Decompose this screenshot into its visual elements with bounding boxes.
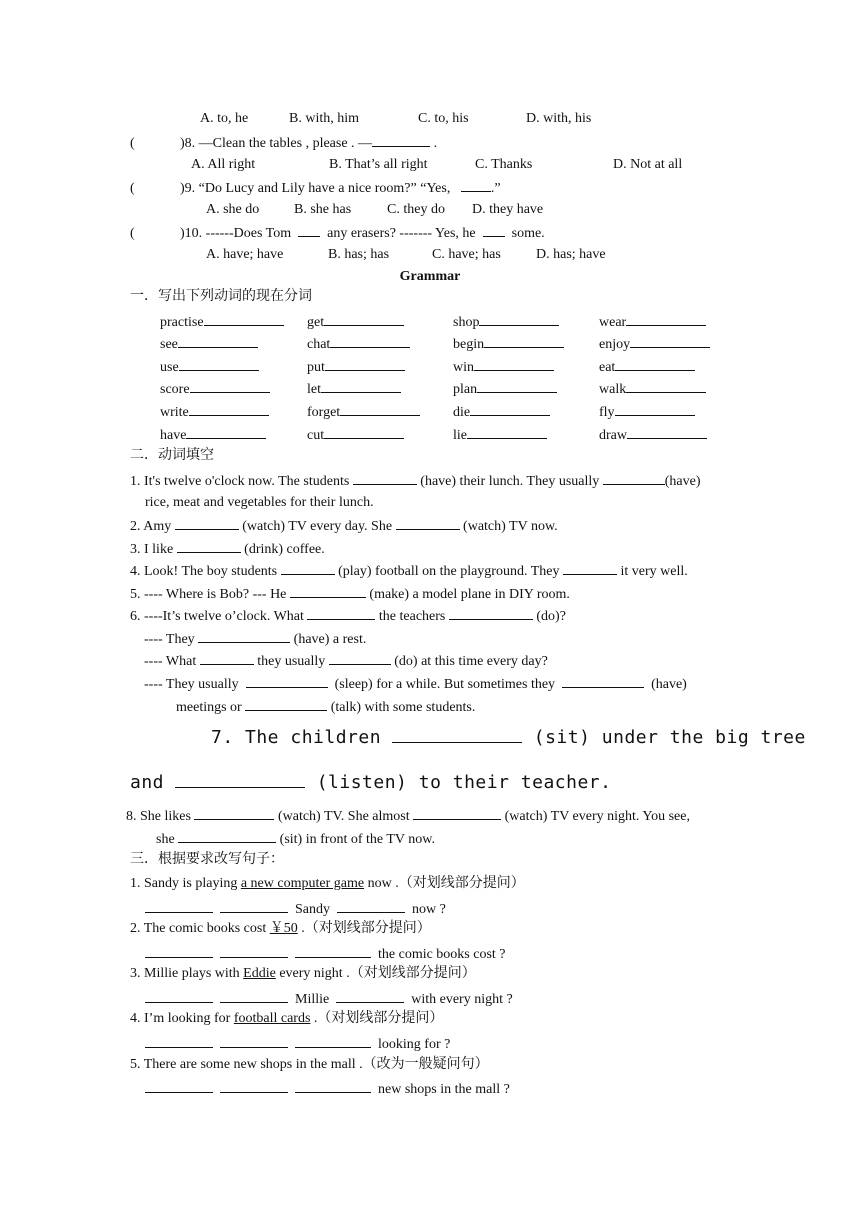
verb: draw <box>599 428 627 443</box>
answer-blank[interactable] <box>324 425 404 439</box>
answer-blank[interactable] <box>340 402 420 416</box>
s2-item-2: 2. Amy (watch) TV every day. She (watch) TV now. <box>130 516 558 536</box>
verb: practise <box>160 315 204 330</box>
answer-blank[interactable] <box>175 516 239 530</box>
option-c: C. have; has <box>432 247 501 262</box>
verb: put <box>307 360 325 375</box>
answer-blank[interactable] <box>204 312 284 326</box>
answer-blank[interactable] <box>177 539 241 553</box>
s3-item-1: 1. Sandy is playing a new computer game now .（对划线部分提问） <box>130 876 525 891</box>
answer-blank[interactable] <box>330 334 410 348</box>
verb: die <box>453 405 471 420</box>
s2-item-7: 7. The children (sit) under the big tree <box>211 727 806 748</box>
answer-blank[interactable] <box>145 1034 213 1048</box>
s3-item-4: 4. I’m looking for football cards .（对划线部分提问） <box>130 1011 444 1026</box>
s2-item-3: 3. I like (drink) coffee. <box>130 539 325 559</box>
verb: wear <box>599 315 627 330</box>
answer-blank[interactable] <box>189 402 269 416</box>
s3-answer-3: Millie with every night ? <box>145 989 513 1009</box>
answer-blank[interactable] <box>175 770 305 788</box>
answer-blank[interactable] <box>392 725 522 743</box>
option-a: A. to, he <box>200 111 249 126</box>
answer-blank[interactable] <box>220 944 288 958</box>
verb: lie <box>453 428 467 443</box>
underlined-phrase: football cards <box>233 1011 311 1026</box>
underlined-phrase: ￥50 <box>269 921 298 936</box>
verb: use <box>160 360 179 375</box>
answer-blank[interactable] <box>298 223 320 237</box>
answer-blank[interactable] <box>396 516 460 530</box>
answer-blank[interactable] <box>290 584 366 598</box>
s2-item-1: 1. It's twelve o'clock now. The students (have) their lunch. They usually (have) <box>130 471 701 491</box>
answer-blank[interactable] <box>220 899 288 913</box>
s2-item-5: 5. ---- Where is Bob? --- He (make) a model plane in DIY room. <box>130 584 570 604</box>
answer-blank[interactable] <box>470 402 550 416</box>
answer-blank[interactable] <box>220 989 288 1003</box>
verb: begin <box>453 337 485 352</box>
option-d: D. with, his <box>526 111 592 126</box>
question-10: ( )10. ------Does Tom any erasers? ------- Yes, he some. <box>130 223 545 243</box>
verb-row <box>160 312 760 332</box>
question-9: ( )9. “Do Lucy and Lily have a nice room?” “Yes, .” <box>130 178 501 198</box>
option-b: B. That’s all right <box>329 157 428 172</box>
verb: win <box>453 360 474 375</box>
verb: chat <box>307 337 331 352</box>
verb: let <box>307 382 321 397</box>
underlined-phrase: a new computer game <box>240 876 365 891</box>
answer-blank[interactable] <box>615 402 695 416</box>
verb-row <box>160 334 760 354</box>
answer-blank[interactable] <box>353 471 417 485</box>
verb-row <box>160 357 760 377</box>
option-b: B. with, him <box>289 111 360 126</box>
answer-blank[interactable] <box>178 334 258 348</box>
option-d: D. Not at all <box>613 157 683 172</box>
verb: write <box>160 405 189 420</box>
answer-blank[interactable] <box>200 651 254 665</box>
option-a: A. All right <box>191 157 256 172</box>
s3-answer-5: new shops in the mall ? <box>145 1079 510 1099</box>
answer-blank[interactable] <box>484 334 564 348</box>
option-c: C. to, his <box>418 111 469 126</box>
answer-blank[interactable] <box>321 379 401 393</box>
s2-item-6-line-5: meetings or (talk) with some students. <box>176 697 475 717</box>
answer-blank[interactable] <box>449 606 533 620</box>
answer-blank[interactable] <box>563 561 617 575</box>
s3-item-3: 3. Millie plays with Eddie every night .（对划线部分提问） <box>130 966 476 981</box>
option-d: D. has; have <box>536 247 606 262</box>
answer-blank[interactable] <box>474 357 554 371</box>
answer-blank[interactable] <box>626 312 706 326</box>
answer-blank[interactable] <box>626 379 706 393</box>
s3-answer-2: the comic books cost ? <box>145 944 506 964</box>
s2-item-7-cont: and (listen) to their teacher. <box>130 772 612 793</box>
question-8: ( )8. —Clean the tables , please . — . <box>130 133 437 153</box>
option-c: C. they do <box>387 202 445 217</box>
grammar-heading: Grammar <box>399 269 461 284</box>
underlined-phrase: Eddie <box>243 966 276 981</box>
answer-blank[interactable] <box>307 606 375 620</box>
verb: shop <box>453 315 480 330</box>
s2-item-6-line-4: ---- They usually (sleep) for a while. But sometimes they (have) <box>144 674 687 694</box>
answer-blank[interactable] <box>145 899 213 913</box>
answer-blank[interactable] <box>562 674 644 688</box>
verb: eat <box>599 360 616 375</box>
option-b: B. she has <box>294 202 352 217</box>
answer-blank[interactable] <box>483 223 505 237</box>
verb-row <box>160 425 760 445</box>
verb: have <box>160 428 187 443</box>
answer-blank[interactable] <box>145 989 213 1003</box>
answer-blank[interactable] <box>145 1079 213 1093</box>
answer-blank[interactable] <box>479 312 559 326</box>
answer-blank[interactable] <box>477 379 557 393</box>
answer-blank[interactable] <box>329 651 391 665</box>
answer-blank[interactable] <box>295 944 371 958</box>
answer-blank[interactable] <box>281 561 335 575</box>
s3-item-2: 2. The comic books cost ￥50 .（对划线部分提问） <box>130 921 431 936</box>
s2-item-8-cont: she (sit) in front of the TV now. <box>156 829 435 849</box>
option-a: A. she do <box>206 202 260 217</box>
section-2-title: 二．动词填空 <box>130 448 214 463</box>
answer-blank[interactable] <box>145 944 213 958</box>
section-3-title: 三．根据要求改写句子： <box>130 852 284 867</box>
verb: score <box>160 382 190 397</box>
answer-blank[interactable] <box>186 425 266 439</box>
answer-blank[interactable] <box>325 357 405 371</box>
option-d: D. they have <box>472 202 544 217</box>
answer-blank[interactable] <box>324 312 404 326</box>
answer-blank[interactable] <box>220 1034 288 1048</box>
answer-blank[interactable] <box>627 425 707 439</box>
answer-blank[interactable] <box>179 357 259 371</box>
answer-blank[interactable] <box>413 806 501 820</box>
verb: get <box>307 315 325 330</box>
s2-item-6-line-2: ---- They (have) a rest. <box>144 629 366 649</box>
verb: walk <box>599 382 627 397</box>
verb: plan <box>453 382 478 397</box>
s2-item-6: 6. ----It’s twelve o’clock. What the teachers (do)? <box>130 606 566 626</box>
answer-blank[interactable] <box>337 899 405 913</box>
s2-item-8: 8. She likes (watch) TV. She almost (watch) TV every night. You see, <box>126 806 690 826</box>
s2-item-1-cont: rice, meat and vegetables for their lunch. <box>145 495 374 510</box>
answer-blank[interactable] <box>198 629 290 643</box>
answer-blank[interactable] <box>603 471 665 485</box>
verb-row <box>160 402 760 422</box>
answer-blank[interactable] <box>220 1079 288 1093</box>
answer-blank[interactable] <box>615 357 695 371</box>
answer-blank[interactable] <box>372 133 430 147</box>
answer-blank[interactable] <box>295 1034 371 1048</box>
verb: fly <box>599 405 615 420</box>
s2-item-4: 4. Look! The boy students (play) football on the playground. They it very well. <box>130 561 688 581</box>
option-c: C. Thanks <box>475 157 533 172</box>
section-1-title: 一．写出下列动词的现在分词 <box>130 289 312 304</box>
answer-blank[interactable] <box>178 829 276 843</box>
s3-answer-4: looking for ? <box>145 1034 450 1054</box>
s2-item-6-line-3: ---- What they usually (do) at this time every day? <box>144 651 548 671</box>
answer-blank[interactable] <box>246 674 328 688</box>
answer-blank[interactable] <box>245 697 327 711</box>
option-a: A. have; have <box>206 247 284 262</box>
answer-blank[interactable] <box>194 806 274 820</box>
answer-blank[interactable] <box>336 989 404 1003</box>
answer-blank[interactable] <box>467 425 547 439</box>
verb: cut <box>307 428 325 443</box>
answer-blank[interactable] <box>190 379 270 393</box>
verb-row <box>160 379 760 399</box>
s3-answer-1: Sandy now ? <box>145 899 446 919</box>
option-b: B. has; has <box>328 247 390 262</box>
verb: forget <box>307 405 341 420</box>
verb: see <box>160 337 178 352</box>
answer-blank[interactable] <box>295 1079 371 1093</box>
s3-item-5: 5. There are some new shops in the mall .（改为一般疑问句） <box>130 1057 489 1072</box>
verb: enjoy <box>599 337 631 352</box>
answer-blank[interactable] <box>630 334 710 348</box>
answer-blank[interactable] <box>461 178 491 192</box>
